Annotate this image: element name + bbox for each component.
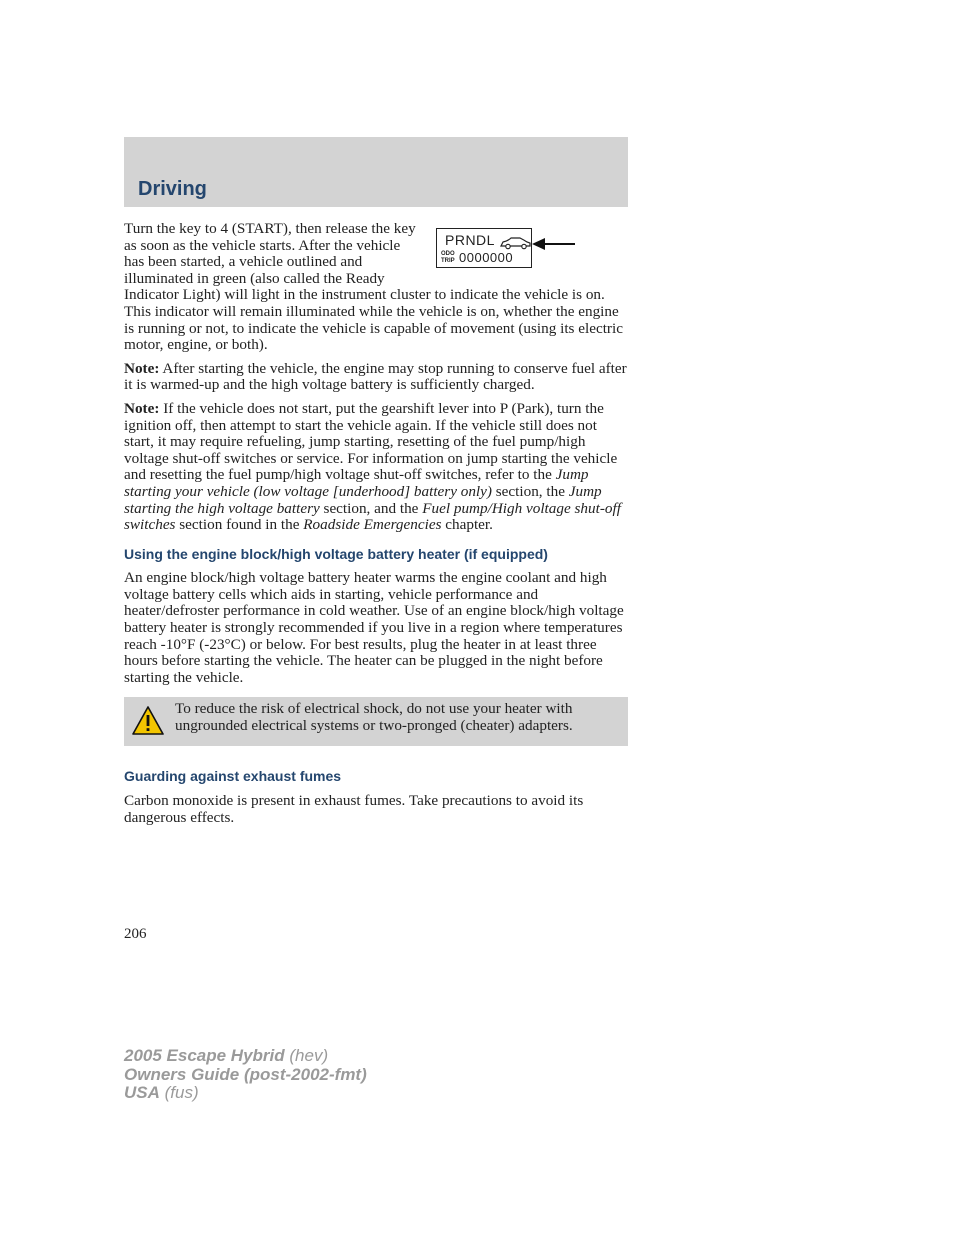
paragraph-exhaust: Carbon monoxide is present in exhaust fumes. Take precautions to avoid its dangerous effects.: [124, 792, 584, 826]
note-text: section, the: [491, 482, 569, 500]
note-text: After starting the vehicle, the engine may stop running to conserve fuel after it is warmed-up and the high voltage battery is sufficiently charged.: [124, 359, 627, 394]
warning-triangle-icon: [132, 705, 164, 737]
note-no-start: [124, 401, 630, 534]
left-arrow-icon: [532, 237, 576, 251]
paragraph-heater: An engine block/high voltage battery heater warms the engine coolant and high voltage battery cells which aids in starting, vehicle performance and heater/defroster performance in cold weather. Use of an engine block/high voltage battery heater is strongly recommended if you live in a region where temperatures reach -10°F (-23°C) or below. For best results, plug the heater in at least three hours before starting the vehicle. The heater can be plugged in the night before starting the vehicle.: [124, 569, 624, 686]
footer-model: 2005 Escape Hybrid: [124, 1046, 285, 1065]
note-fuel-conservation: [124, 361, 630, 394]
warning-text: To reduce the risk of electrical shock, do not use your heater with ungrounded electrical systems or two-pronged (cheater) adapters.: [175, 700, 573, 735]
page-number: 206: [124, 926, 147, 942]
document-footer: [124, 1047, 367, 1103]
odometer-digits: 0000000: [459, 250, 514, 265]
footer-line-2: [124, 1066, 367, 1085]
cross-reference: Jump starting your vehicle (low voltage [underhood] battery only): [124, 466, 589, 500]
note-text: section found in the: [175, 516, 304, 534]
footer-market: USA: [124, 1083, 160, 1102]
cross-reference: Roadside Emergencies: [303, 516, 442, 534]
vehicle-outline-icon: [500, 236, 532, 250]
prndl-indicator: PRNDL: [445, 232, 495, 248]
note-text: If the vehicle does not start, put the gearshift lever into P (Park), turn the ignition off, then attempt to start the vehicle again. If the vehicle still does not start, it may require refueling, jump starting, resetting of the fuel pump/high voltage shut-off switches or service. For information on jump starting the vehicle and resetting the fuel pump/high voltage shut-off switches, refer to the: [124, 399, 618, 484]
footer-model-code: (hev): [284, 1046, 329, 1065]
note-label: Note:: [124, 359, 160, 377]
note-text: section, and the: [319, 499, 423, 517]
paragraph-start: Turn the key to 4 (START), then release the key as soon as the vehicle starts. After the vehicle has been started, a vehicle outlined and illuminated in green (also called the Ready Indicator Light) will light in the instrument cluster to indicate the vehicle is on. This indicator will remain illuminated while the vehicle is on, whether the engine is running or not, to indicate the vehicle is capable of movement (using its electric motor, engine, or both).: [124, 220, 623, 354]
instrument-cluster-figure: [436, 228, 586, 280]
odo-label: ODO: [441, 251, 455, 257]
instrument-cluster-display: [436, 228, 532, 268]
section-header: [124, 137, 628, 207]
page-content: [124, 221, 630, 833]
footer-market-code: (fus): [159, 1083, 199, 1102]
warning-box: [124, 697, 628, 746]
section-title: Driving: [138, 178, 207, 200]
cross-reference: Jump starting the high voltage battery: [124, 482, 602, 517]
footer-line-1: [124, 1047, 367, 1066]
footer-line-3: [124, 1084, 367, 1103]
note-text: chapter.: [441, 516, 493, 534]
heading-engine-block-heater: Using the engine block/high voltage battery heater (if equipped): [124, 545, 548, 562]
heading-exhaust-fumes: Guarding against exhaust fumes: [124, 768, 342, 785]
trip-label: TRIP: [441, 258, 455, 264]
footer-guide: Owners Guide (post-2002-fmt): [124, 1064, 367, 1084]
odo-trip-label: [441, 251, 457, 265]
cross-reference: Fuel pump/High voltage shut-off switches: [124, 499, 621, 534]
note-label: Note:: [124, 399, 160, 417]
